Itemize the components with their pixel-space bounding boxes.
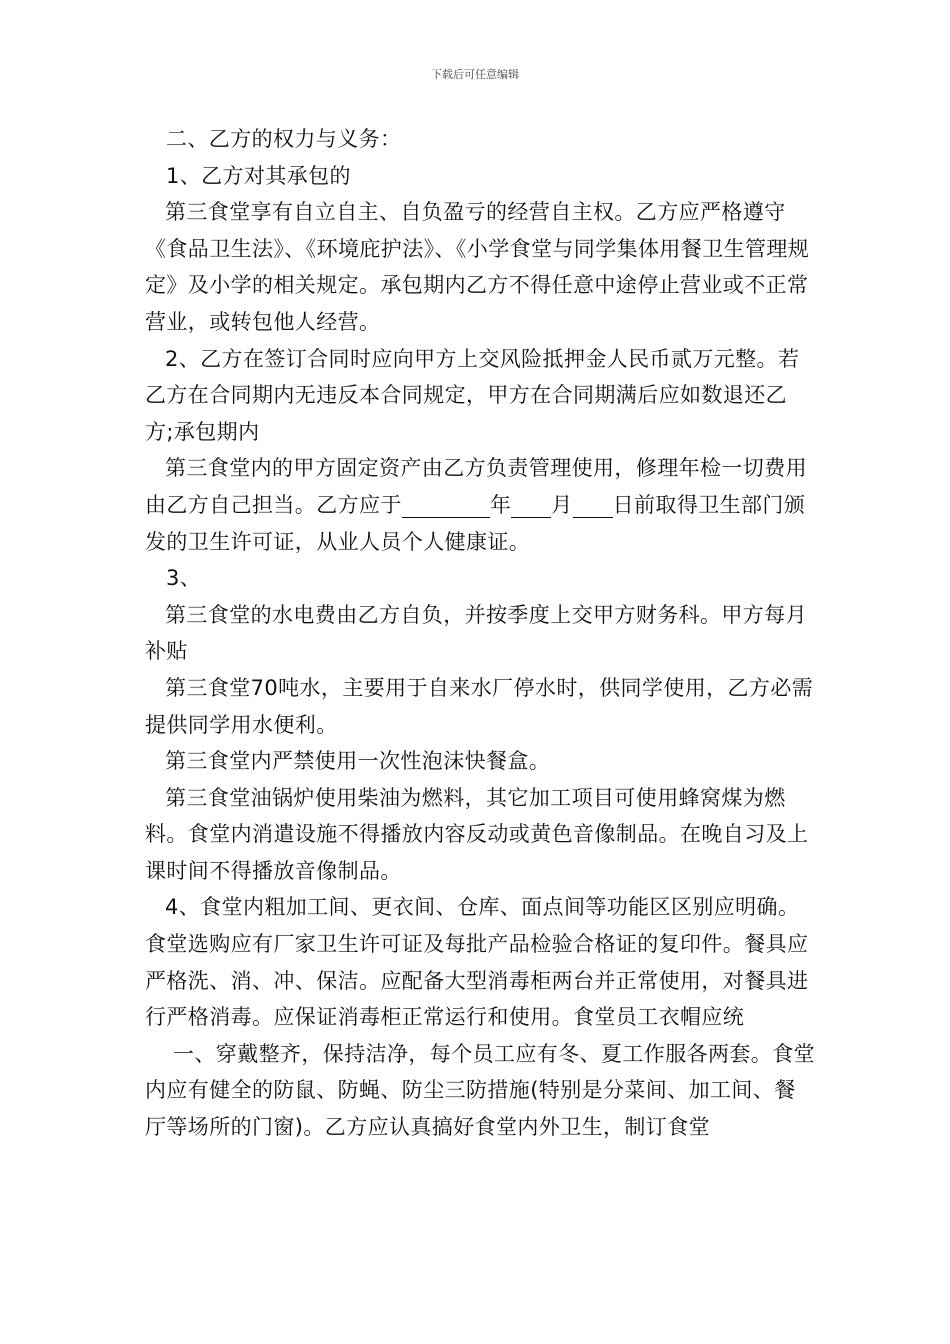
clause-3-fuel: 第三食堂油锅炉使用柴油为燃料，其它加工项目可使用蜂窝煤为燃料。食堂内消遣设施不得播放内容反动或黄色音像制品。在晚自习及上课时间不得播放音像制品。 [145, 785, 809, 883]
clause-3-title: 3、 [166, 566, 202, 591]
clause-1-title: 1、乙方对其承包的 [166, 163, 351, 188]
month-label: 月 [551, 492, 573, 517]
clause-3-water: 第三食堂70吨水，主要用于自来水厂停水时，供同学使用，乙方必需提供同学用水便利。 [145, 675, 814, 737]
month-blank [511, 491, 551, 518]
clause-4: 4、食堂内粗加工间、更衣间、仓库、面点间等功能区区别应明确。食堂选购应有厂家卫生许可证及每批产品检验合格证的复印件。餐具应严格洗、消、冲、保洁。应配备大型消毒柜两台并正常使用，对餐具进行严格消毒。应保证消毒柜正常运行和使用。食堂员工衣帽应统 [145, 895, 809, 1030]
page-header: 下载后可任意编辑 [431, 68, 519, 81]
day-blank [573, 491, 613, 518]
clause-text: 第三食堂内的甲方固定资产由乙方负责管理使用，修理年检一切费用由乙方自己担当。乙方应于 [145, 456, 807, 517]
year-blank [402, 491, 490, 518]
clause-text-end: 日前取得卫生部门颁发的卫生许可证，从业人员个人健康证。 [145, 492, 806, 554]
clause-4-continued: 一、穿戴整齐，保持洁净，每个员工应有冬、夏工作服各两套。食堂内应有健全的防鼠、防蝇、防尘三防措施(特别是分菜间、加工间、餐厅等场所的门窗)。乙方应认真搞好食堂内外卫生，制订食堂 [145, 1041, 815, 1140]
clause-1-body: 第三食堂享有自立自主、自负盈亏的经营自主权。乙方应严格遵守《食品卫生法》、《环境庇护法》、《小学食堂与同学集体用餐卫生管理规定》及小学的相关规定。承包期内乙方不得任意中途停止营业或不正常营业，或转包他人经营。 [145, 200, 810, 334]
section-heading: 二、乙方的权力与义务： [166, 127, 402, 151]
clause-2-continued [145, 450, 815, 560]
document-body [145, 121, 815, 1146]
clause-2: 2、乙方在签订合同时应向甲方上交风险抵押金人民币贰万元整。若乙方在合同期内无违反本合同规定，甲方在合同期满后应如数退还乙方;承包期内 [145, 346, 800, 444]
clause-3-body: 第三食堂的水电费由乙方自负，并按季度上交甲方财务科。甲方每月补贴 [145, 602, 807, 664]
clause-3-boxes: 第三食堂内严禁使用一次性泡沫快餐盒。 [165, 749, 551, 774]
year-label: 年 [489, 492, 512, 517]
